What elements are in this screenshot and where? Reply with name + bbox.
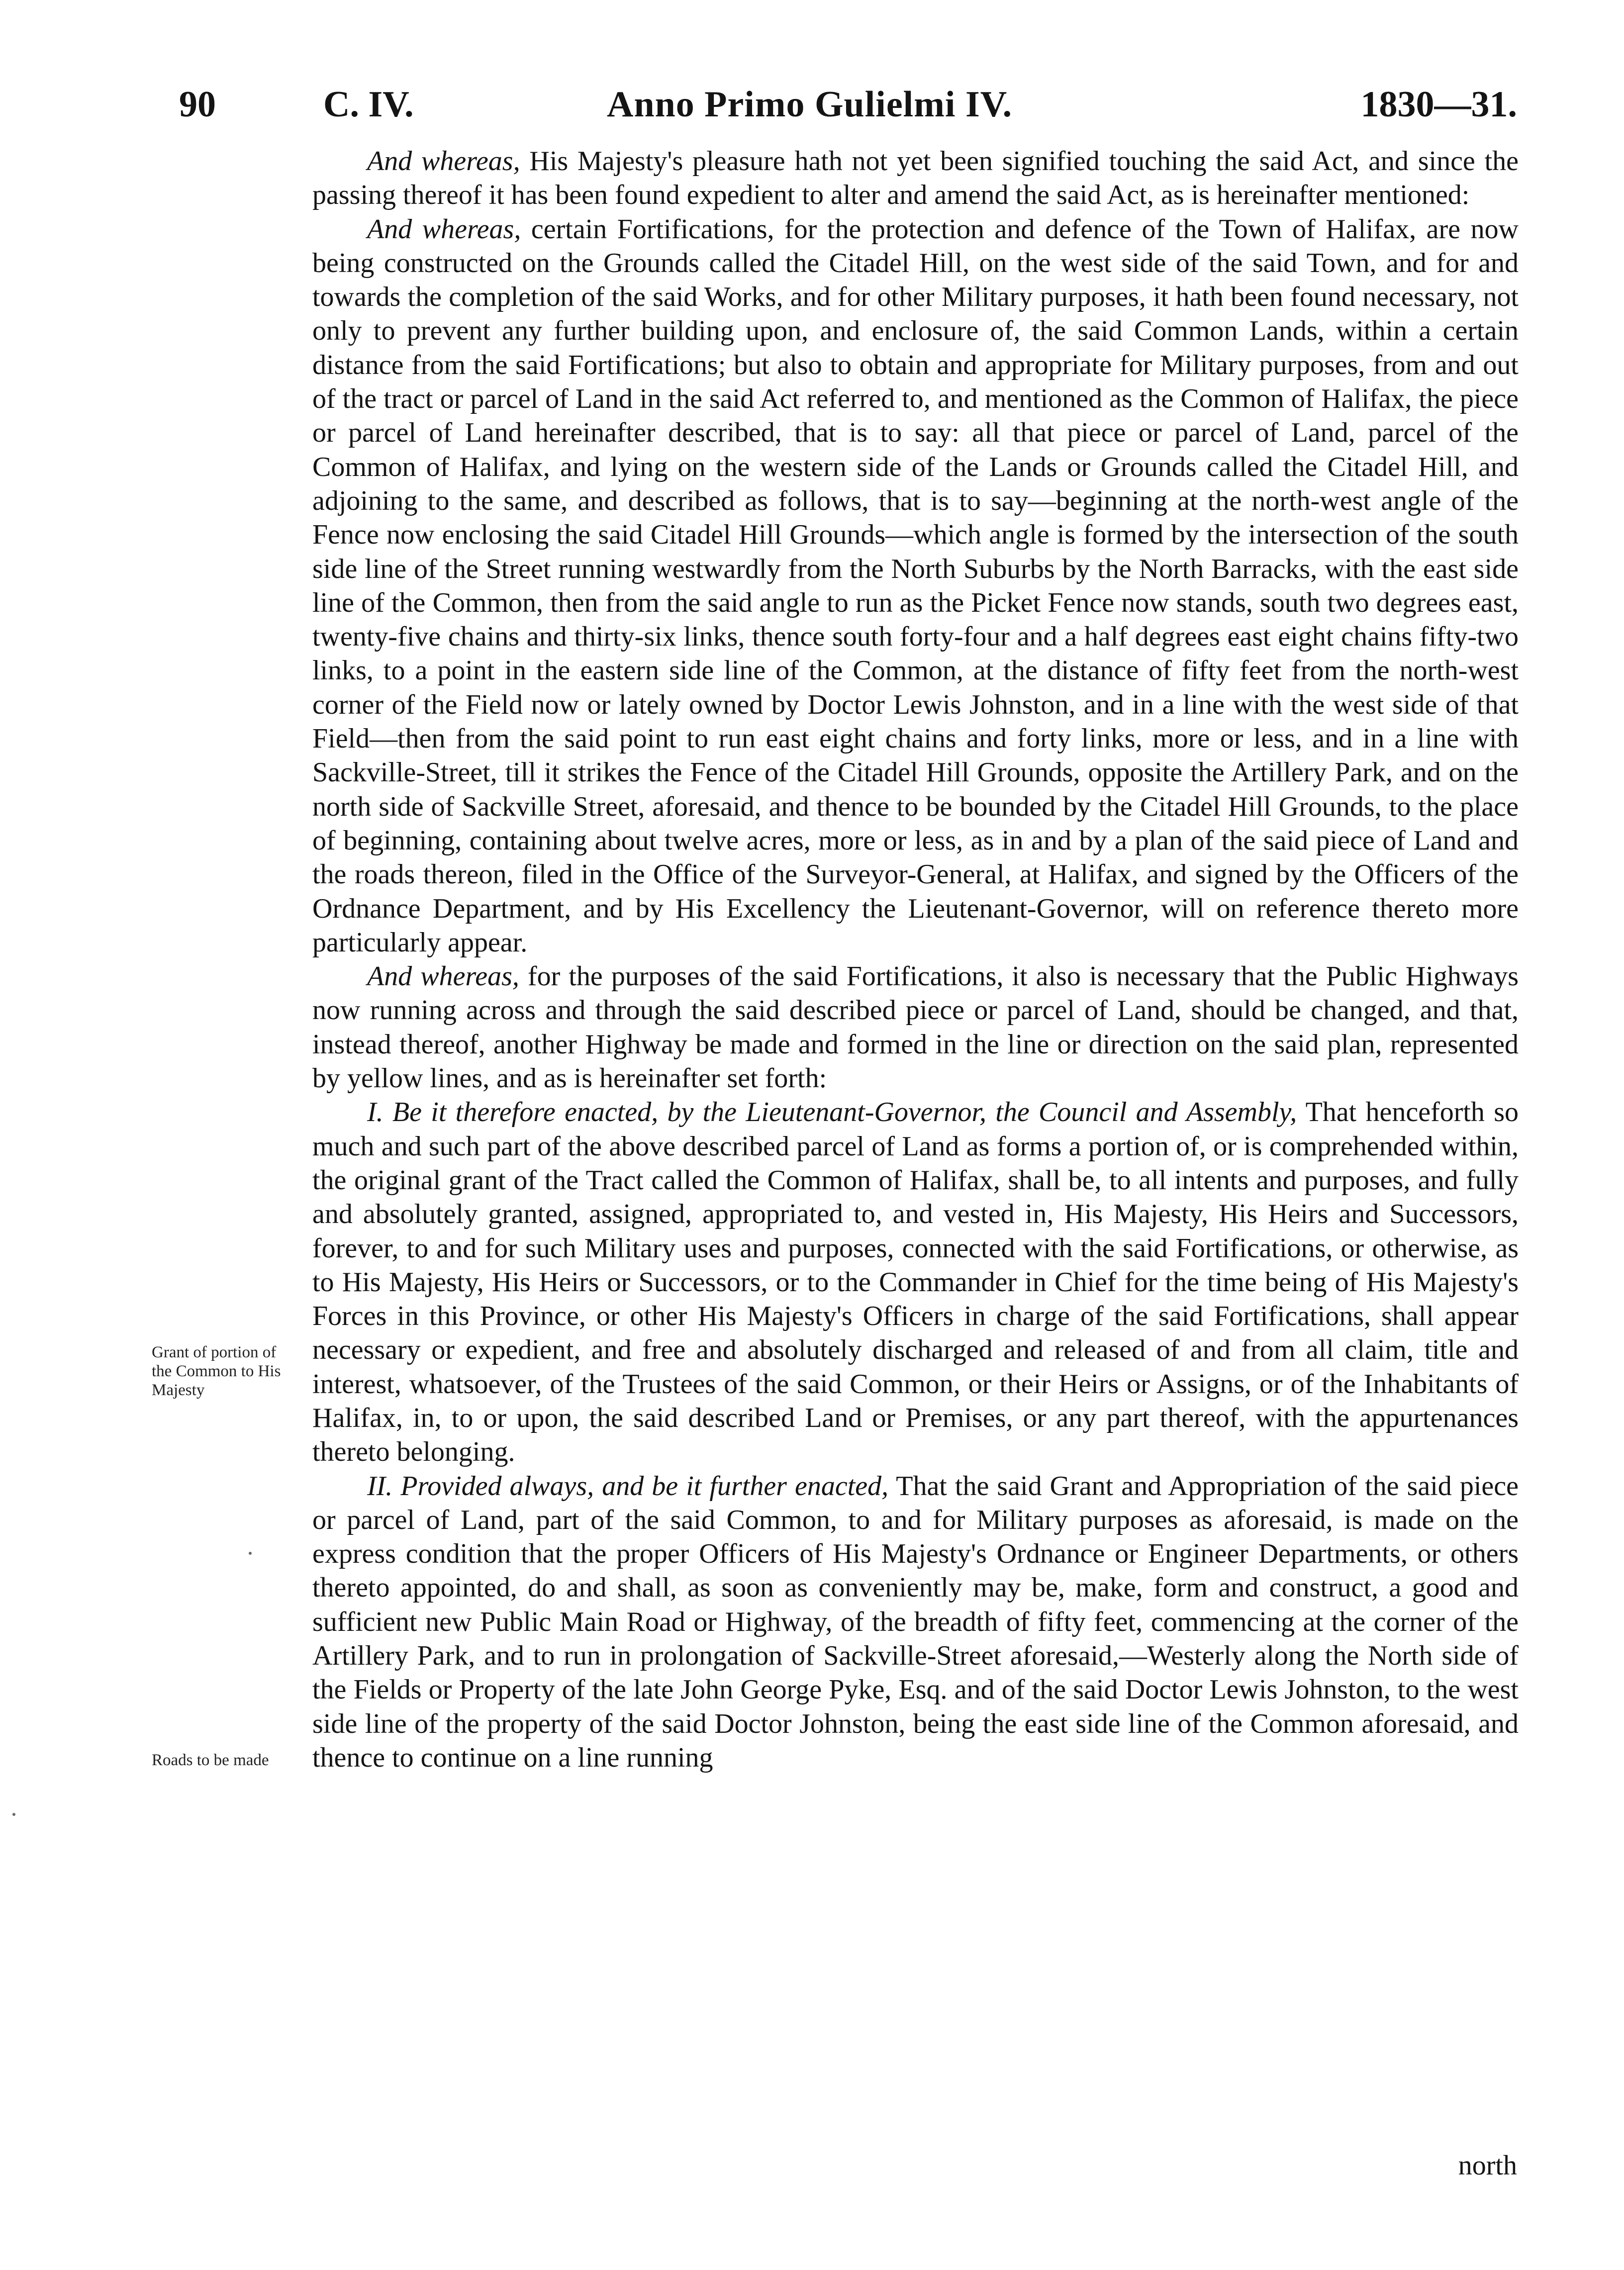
paragraph-text: for the purposes of the said Fortifications, it also is necessary that the Public Highways now running across and through the said described piece or parcel of Land, should be changed, and that, instead thereof, another Highway be made and formed in the line or direction on the said plan, represented by yellow lines, and as is hereinafter set forth: [312, 961, 1519, 1094]
proviso-section [312, 1469, 1519, 1775]
chapter-number: C. IV. [323, 84, 414, 125]
paragraph-lead: And whereas, [367, 213, 521, 245]
ink-speck [249, 1552, 252, 1555]
marginal-note-grant: Grant of portion of the Common to His Majesty [152, 1343, 281, 1399]
running-header [179, 75, 1517, 134]
page-number: 90 [179, 84, 216, 125]
section-lead: I. Be it therefore enacted, by the Lieutenant-Governor, the Council and Assembly, [367, 1097, 1297, 1128]
paragraph-text: certain Fortifications, for the protection and defence of the Town of Halifax, are now being constructed on the Grounds called the Citadel Hill, on the west side of the said Town, and for and towards the completion of the said Works, and for other Military purposes, it hath been found necessary, not only to prevent any further building upon, and enclosure of, the said Common Lands, within a certain distance from the said Fortifications; but also to obtain and appropriate for Military purposes, from and out of the tract or parcel of Land in the said Act referred to, and mentioned as the Common of Halifax, the piece or parcel of Land hereinafter described, that is to say: all that piece or parcel of Land, parcel of the Common of Halifax, and lying on the western side of the Lands or Grounds called the Citadel Hill, and adjoining to the same, and described as follows, that is to say—beginning at the north-west angle of the Fence now enclosing the said Citadel Hill Grounds—which angle is formed by the intersection of the south side line of the Street running westwardly from the North Suburbs by the North Barracks, with the east side line of the Common, then from the said angle to run as the Picket Fence now stands, south two degrees east, twenty-five chains and thirty-six links, thence south forty-four and a half degrees east eight chains fifty-two links, to a point in the eastern side line of the Common, at the distance of fifty feet from the north-west corner of the Field now or lately owned by Doctor Lewis Johnston, and in a line with the west side of that Field—then from the said point to run east eight chains and forty links, more or less, and in a line with Sackville-Street, till it strikes the Fence of the Citadel Hill Grounds, opposite the Artillery Park, and on the north side of Sackville Street, aforesaid, and thence to be bounded by the Citadel Hill Grounds, to the place of beginning, containing about twelve acres, more or less, as in and by a plan of the said piece of Land and the roads thereon, filed in the Office of the Surveyor-General, at Halifax, and signed by the Officers of the Ordnance Department, and by His Excellency the Lieutenant-Governor, will on reference thereto more particularly appear. [312, 213, 1519, 958]
enacting-section [312, 1095, 1519, 1469]
ink-speck [12, 1813, 15, 1816]
catchword: north [1458, 2150, 1517, 2181]
marginal-note-roads: Roads to be made [152, 1751, 269, 1769]
session-year: 1830—31. [1360, 84, 1517, 125]
section-text: That the said Grant and Appropriation of the said piece or parcel of Land, part of the said Common, to and for Military purposes as aforesaid, is made on the express condition that the proper Officers of His Majesty's Ordnance or Engineer Departments, or others thereto appointed, do and shall, as soon as conveniently may be, make, form and construct, a good and sufficient new Public Main Road or Highway, of the breadth of fifty feet, commencing at the corner of the Artillery Park, and to run in prolongation of Sackville-Street aforesaid,—Westerly along the North side of the Fields or Property of the late John George Pyke, Esq. and of the said Doctor Lewis Johnston, to the west side line of the property of the said Doctor Johnston, being the east side line of the Common aforesaid, and thence to continue on a line running [312, 1470, 1519, 1773]
paragraph-lead: And whereas, [367, 146, 520, 177]
paragraph-lead: And whereas, [367, 961, 519, 992]
paragraph-text: His Majesty's pleasure hath not yet been signified touching the said Act, and since the passing thereof it has been found expedient to alter and amend the said Act, as is hereinafter mentioned: [312, 146, 1519, 211]
section-text: That henceforth so much and such part of the above described parcel of Land as forms a portion of, or is comprehended within, the original grant of the Tract called the Common of Halifax, shall be, to all intents and purposes, and fully and absolutely granted, assigned, appropriated to, and vested in, His Majesty, His Heirs and Successors, forever, to and for such Military uses and purposes, connected with the said Fortifications, or otherwise, as to His Majesty, His Heirs or Successors, or to the Commander in Chief for the time being of His Majesty's Forces in this Province, or other His Majesty's Officers in charge of the said Fortifications, shall appear necessary or expedient, and free and absolutely discharged and released of and from all claim, title and interest, whatsoever, of the Trustees of the said Common, or their Heirs or Assigns, or of the Inhabitants of Halifax, in, to or upon, the said described Land or Premises, or any part thereof, with the appurtenances thereto belonging. [312, 1097, 1519, 1468]
section-lead: II. Provided always, and be it further enacted, [367, 1470, 889, 1502]
running-title: Anno Primo Gulielmi IV. [607, 84, 1013, 125]
recital-paragraph [312, 212, 1519, 960]
recital-paragraph [312, 144, 1519, 212]
recital-paragraph [312, 959, 1519, 1095]
statute-body [312, 144, 1519, 1775]
